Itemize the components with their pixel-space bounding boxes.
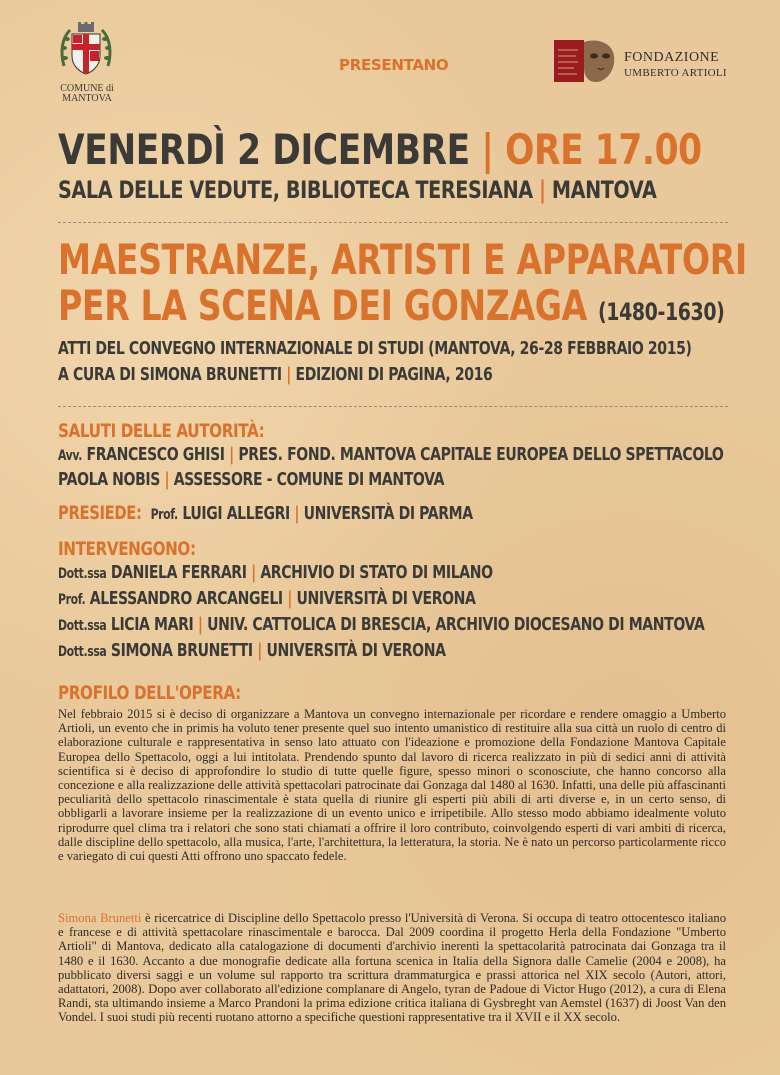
event-date: VENERDÌ 2 DICEMBRE [58,125,470,174]
saluti-heading: SALUTI DELLE AUTORITÀ: [58,420,265,442]
date-separator: | [481,125,494,174]
event-time: ORE 17.00 [505,125,702,174]
editor-line [58,364,492,385]
speaker-role: UNIV. CATTOLICA DI BRESCIA, ARCHIVIO DIOCESANO DI MANTOVA [207,614,705,635]
comune-line1: COMUNE di [60,83,114,94]
author-bio: è ricercatrice di Discipline dello Spettacolo presso l'Università di Verona. Si occupa di teatro ottocentesco italiano e francese e di attività spettacolare rinascimentale e barocca. Dal 2009 coordina il progetto Herla della Fondazione "Umberto Artioli" di Mantova, dedicato alla catalogazione di documenti d'archivio inerenti la spettacolarità patrocinata dai Gonzaga tra il 1480 e il 1630. Accanto a due monografie dedicate alla fortuna scenica in Italia della Signora dalle Camelie (2004 e 2008), ha pubblicato diversi saggi e un volume sul rapporto tra scrittura drammaturgica e prassi attorica nel XIX secolo (Autori, attori, adattatori, 2008). Dopo aver collaborato all'edizione complanare di Angelo, tyran de Padoue di Victor Hugo (2012), a cura di Elena Randi, sta ultimando insieme a Marco Prandoni la prima edizione critica italiana di Gysbreght van Aemstel (1637) di Joost Van den Vondel. I suoi studi più recenti ruotano attorno a specifiche questioni rappresentative tra il XVII e il XX secolo. [58,911,726,1025]
fondazione-subtitle: UMBERTO ARTIOLI [624,67,727,79]
speaker-name: FRANCESCO GHISI [86,444,225,465]
comune-label [52,84,122,104]
speaker-separator: | [197,614,203,635]
speaker-row [58,562,493,583]
book-title-years: (1480-1630) [598,298,725,326]
conference-proceedings: ATTI DEL CONVEGNO INTERNAZIONALE DI STUDI (MANTOVA, 26-28 FEBBRAIO 2015) [58,338,692,359]
speaker-separator: | [251,562,256,583]
speaker-separator: | [257,640,263,661]
fondazione-mask-logo-icon [554,38,616,84]
speaker-separator: | [294,503,300,524]
speaker-separator: | [287,588,292,609]
book-title-line1: MAESTRANZE, ARTISTI E APPARATORI [58,235,747,284]
comune-line2: MANTOVA [62,93,112,104]
book-title-line2 [58,281,724,330]
presentano-label: PRESENTANO [339,56,449,74]
speaker-row [58,588,476,609]
speaker-name: ALESSANDRO ARCANGELI [89,588,283,609]
speaker-name: DANIELA FERRARI [110,562,247,583]
speaker-title: Dott.ssa [58,644,107,660]
editor-separator: | [286,364,292,385]
speaker-name: LICIA MARI [110,614,194,635]
speaker-name: SIMONA BRUNETTI [110,640,253,661]
author-name: Simona Brunetti [58,911,142,925]
book-title-main: PER LA SCENA DEI GONZAGA [58,281,587,330]
speaker-role: UNIVERSITÀ DI VERONA [266,640,446,661]
speaker-title: Dott.ssa [58,618,107,634]
speaker-name: LUIGI ALLEGRI [182,503,290,524]
speaker-role: ARCHIVIO DI STATO DI MILANO [260,562,493,583]
speaker-role: UNIVERSITÀ DI PARMA [303,503,473,524]
author-bio-paragraph [58,911,726,1025]
event-venue: SALA DELLE VEDUTE, BIBLIOTECA TERESIANA [58,176,533,204]
event-venue-line [58,176,656,204]
speaker-separator: | [229,444,234,465]
profilo-heading: PROFILO DELL'OPERA: [58,682,241,704]
comune-crest-icon [58,22,114,82]
speaker-name: PAOLA NOBIS [58,469,160,490]
fondazione-name: FONDAZIONE [624,50,720,65]
presiede-heading: PRESIEDE: [58,502,142,524]
speaker-title: Prof. [58,592,86,608]
speaker-row [58,614,704,635]
editor: A CURA DI SIMONA BRUNETTI [58,364,282,385]
event-city: MANTOVA [551,176,657,204]
speaker-row [58,640,446,661]
intervengono-heading: INTERVENGONO: [58,538,196,560]
speaker-title: Dott.ssa [58,566,107,582]
speaker-role: ASSESSORE - COMUNE DI MANTOVA [173,469,445,490]
speaker-role: PRES. FOND. MANTOVA CAPITALE EUROPEA DELLO SPETTACOLO [238,444,724,465]
speaker-title: Avv. [58,448,82,464]
speaker-title: Prof. [150,507,178,523]
saluti-row [58,444,723,465]
profilo-paragraph: Nel febbraio 2015 si è deciso di organizzare a Mantova un convegno internazionale per ricordare e rendere omaggio a Umberto Artioli, un evento che in primis ha voluto tener presente quel suo intento umanistico di restituire alla sua città un ruolo di centro di elaborazione culturale e rappresentativa in senso lato attuato con l'ideazione e promozione della Fondazione Mantova Capitale Europea dello Spettacolo, oggi a lui intitolata. Prendendo spunto dal lavoro di ricerca realizzato in più di sedici anni di attività scientifica si è deciso di approfondire lo studio di tutte quelle figure, spesso minori o sconosciute, che hanno concorso alla concezione e alla realizzazione delle attività spettacolari patrocinate dai Gonzaga dal 1480 al 1630. Infatti, una delle più affascinanti peculiarità dello spettacolo rinascimentale è stata quella di riunire gli esperti più abili di arti diverse e, in un certo senso, di obbligarli a lavorare insieme per la realizzazione di un evento unico e irripetibile. Allo stesso modo abbiamo idealmente voluto riprodurre quel clima tra i relatori che sono stati chiamati a offrire il loro contributo, coinvolgendo esperti di vari ambiti di ricerca, dalle discipline dello spettacolo, alla musica, l'arte, l'architettura, la letteratura, la storia. Ne è nato un percorso particolarmente ricco e variegato di cui questi Atti offrono uno spaccato fedele. [58,707,726,864]
divider [58,406,728,407]
divider [58,222,728,223]
speaker-role: UNIVERSITÀ DI VERONA [296,588,476,609]
publisher: EDIZIONI DI PAGINA, 2016 [295,364,493,385]
speaker-separator: | [164,469,170,490]
event-date-line [58,124,702,176]
venue-separator: | [539,176,546,204]
presiede-row [58,502,473,524]
saluti-row [58,469,444,490]
